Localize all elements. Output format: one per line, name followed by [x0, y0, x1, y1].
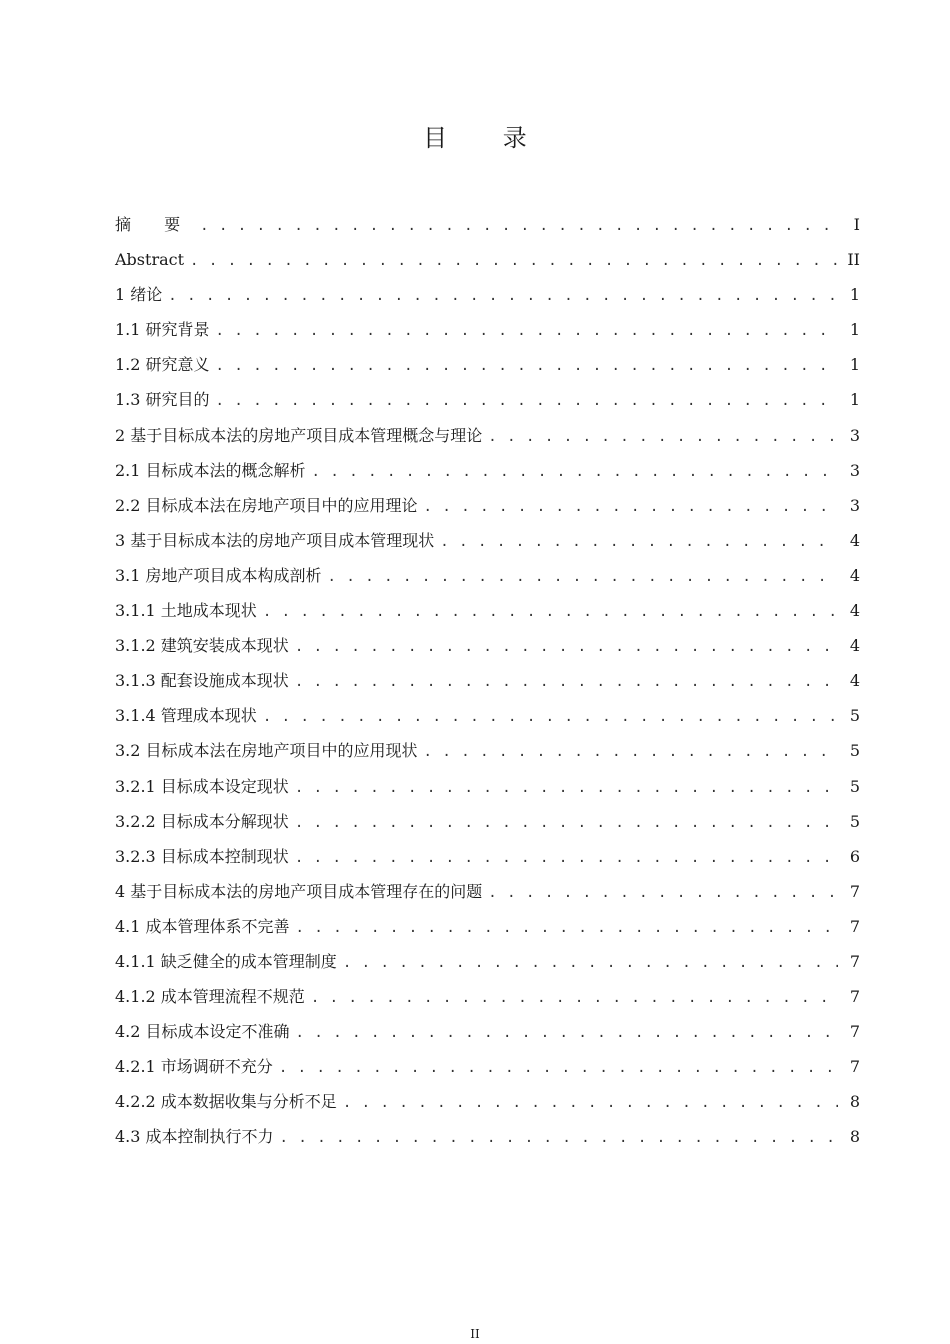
toc-entry[interactable] [115, 277, 860, 312]
toc-entry-page: 3 [849, 460, 860, 480]
toc-leader-dots [488, 420, 838, 455]
toc-entry[interactable] [115, 1084, 860, 1119]
toc-entry[interactable] [115, 944, 860, 979]
toc-entry[interactable] [115, 1119, 860, 1154]
toc-entry[interactable] [115, 909, 860, 944]
table-of-contents [115, 207, 860, 1155]
toc-leader-dots [295, 630, 838, 665]
toc-entry-page: 4 [849, 565, 860, 585]
toc-entry-label: 3.2.1 目标成本设定现状 [115, 776, 289, 796]
toc-entry[interactable] [115, 523, 860, 558]
toc-entry[interactable] [115, 1014, 860, 1049]
toc-entry-page: 1 [849, 320, 860, 340]
page-title: 目 录 [423, 124, 551, 152]
toc-leader-dots [424, 735, 838, 770]
page-number-footer: II [470, 1327, 480, 1341]
toc-entry-page: 3 [849, 425, 860, 445]
toc-entry-page: 7 [849, 951, 860, 971]
toc-entry-label: 3.2.3 目标成本控制现状 [115, 846, 289, 866]
toc-entry[interactable] [115, 453, 860, 488]
toc-entry-page: 7 [849, 1057, 860, 1077]
toc-leader-dots [343, 1086, 838, 1121]
toc-entry-label: 4.1.2 成本管理流程不规范 [115, 987, 305, 1007]
toc-entry-page: 5 [849, 706, 860, 726]
toc-leader-dots [488, 876, 838, 911]
toc-entry-page: II [847, 250, 860, 270]
toc-entry-page: 4 [849, 601, 860, 621]
toc-entry-label: 1.2 研究意义 [115, 355, 210, 375]
toc-leader-dots [295, 841, 838, 876]
toc-entry[interactable] [115, 663, 860, 698]
toc-leader-dots [263, 595, 838, 630]
toc-entry-page: 8 [849, 1092, 860, 1112]
toc-entry-label: 3 基于目标成本法的房地产项目成本管理现状 [115, 530, 435, 550]
toc-entry[interactable] [115, 769, 860, 804]
toc-leader-dots [312, 455, 838, 490]
toc-leader-dots [343, 946, 838, 981]
toc-entry-label: 2 基于目标成本法的房地产项目成本管理概念与理论 [115, 425, 483, 445]
toc-entry[interactable] [115, 874, 860, 909]
toc-leader-dots [279, 1051, 838, 1086]
toc-leader-dots [424, 490, 838, 525]
toc-entry-page: 5 [849, 741, 860, 761]
toc-entry-label: 4.1.1 缺乏健全的成本管理制度 [115, 951, 337, 971]
toc-entry-label: Abstract [115, 250, 185, 270]
toc-entry-label: 4.2.1 市场调研不充分 [115, 1057, 273, 1077]
toc-entry[interactable] [115, 312, 860, 347]
toc-entry-label: 2.1 目标成本法的概念解析 [115, 460, 306, 480]
toc-entry-page: 1 [849, 355, 860, 375]
toc-entry-label: 2.2 目标成本法在房地产项目中的应用理论 [115, 495, 418, 515]
toc-leader-dots [295, 806, 838, 841]
toc-entry-page: 8 [849, 1127, 860, 1147]
toc-entry[interactable] [115, 593, 860, 628]
toc-entry-label: 1.3 研究目的 [115, 390, 210, 410]
toc-leader-dots [295, 665, 838, 700]
toc-entry[interactable] [115, 207, 860, 242]
toc-entry-page: 7 [849, 881, 860, 901]
toc-entry-page: 7 [849, 916, 860, 936]
toc-entry-label: 1.1 研究背景 [115, 320, 210, 340]
toc-entry-page: 4 [849, 636, 860, 656]
toc-entry-label: 摘 要 [115, 215, 195, 234]
toc-entry-label: 4 基于目标成本法的房地产项目成本管理存在的问题 [115, 881, 483, 901]
toc-entry-label: 3.1.4 管理成本现状 [115, 706, 257, 726]
toc-leader-dots [328, 560, 838, 595]
toc-entry-page: 5 [849, 776, 860, 796]
toc-entry-page: 4 [849, 530, 860, 550]
toc-entry-label: 4.2.2 成本数据收集与分析不足 [115, 1092, 337, 1112]
toc-entry[interactable] [115, 418, 860, 453]
toc-leader-dots [280, 1121, 838, 1156]
toc-entry-label: 3.2.2 目标成本分解现状 [115, 811, 289, 831]
toc-entry[interactable] [115, 242, 860, 277]
toc-entry-label: 3.1.1 土地成本现状 [115, 601, 257, 621]
toc-leader-dots [311, 981, 838, 1016]
toc-entry-label: 4.3 成本控制执行不力 [115, 1127, 274, 1147]
toc-entry[interactable] [115, 1049, 860, 1084]
toc-entry-label: 3.2 目标成本法在房地产项目中的应用现状 [115, 741, 418, 761]
toc-entry-page: 3 [849, 495, 860, 515]
toc-entry[interactable] [115, 839, 860, 874]
toc-leader-dots [263, 700, 838, 735]
toc-entry[interactable] [115, 979, 860, 1014]
toc-entry-label: 4.1 成本管理体系不完善 [115, 916, 290, 936]
toc-entry[interactable] [115, 733, 860, 768]
toc-entry[interactable] [115, 382, 860, 417]
toc-leader-dots [200, 209, 838, 244]
toc-entry[interactable] [115, 628, 860, 663]
toc-leader-dots [190, 244, 838, 279]
toc-leader-dots [296, 1016, 838, 1051]
toc-leader-dots [440, 525, 838, 560]
toc-entry-page: 7 [849, 1022, 860, 1042]
toc-entry[interactable] [115, 804, 860, 839]
toc-entry-label: 4.2 目标成本设定不准确 [115, 1022, 290, 1042]
toc-entry-label: 3.1.3 配套设施成本现状 [115, 671, 289, 691]
toc-leader-dots [216, 349, 838, 384]
toc-leader-dots [296, 911, 838, 946]
toc-entry-label: 3.1 房地产项目成本构成剖析 [115, 565, 322, 585]
toc-leader-dots [216, 314, 838, 349]
toc-entry-page: 7 [849, 987, 860, 1007]
toc-entry-label: 1 绪论 [115, 285, 163, 305]
toc-entry[interactable] [115, 698, 860, 733]
toc-entry[interactable] [115, 558, 860, 593]
toc-entry-page: 1 [849, 390, 860, 410]
toc-leader-dots [216, 384, 838, 419]
toc-entry-page: 4 [849, 671, 860, 691]
toc-entry-page: 5 [849, 811, 860, 831]
toc-entry-page: 1 [849, 285, 860, 305]
toc-leader-dots [295, 771, 838, 806]
toc-leader-dots [168, 279, 838, 314]
toc-entry-page: I [853, 215, 860, 234]
toc-entry-label: 3.1.2 建筑安装成本现状 [115, 636, 289, 656]
toc-entry[interactable] [115, 347, 860, 382]
toc-entry[interactable] [115, 488, 860, 523]
toc-entry-page: 6 [849, 846, 860, 866]
